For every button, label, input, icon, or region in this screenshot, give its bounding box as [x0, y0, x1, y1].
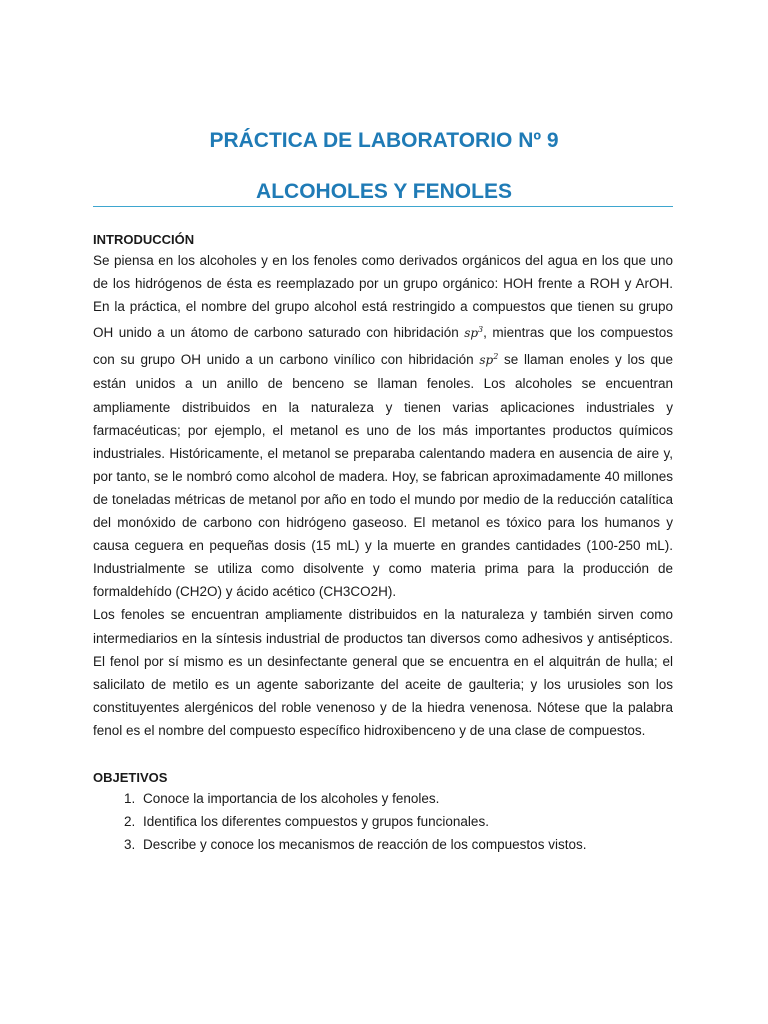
sp3-exponent: 3: [478, 325, 484, 335]
intro-paragraph-2: Los fenoles se encuentran ampliamente distribuidos en la naturaleza y también sirven como intermediarios en la síntesis industrial de productos tan diversos como adhesivos y antisépticos. El fenol por sí mismo es un desinfectante general que se encuentra en el alquitrán de hulla; el salicilato de metilo es un agente saborizante del aceite de gaulteria; y los urusioles son los constituyentes alergénicos del roble venenoso y de la hiedra venenosa. Nótese que la palabra fenol es el nombre del compuesto específico hidroxibenceno y de una clase de compuestos.: [93, 607, 673, 738]
intro-text-part1: Se piensa en los alcoholes y en los fenoles como derivados orgánicos del agua en los que uno de los hidrógenos de ésta es reemplazado por un grupo orgánico: HOH frente a ROH y ArOH. En la práctica, el nombre del grupo alcohol está restringido a compuestos que tienen su grupo OH unido a un átomo de carbono saturado con hibridación: [93, 253, 673, 341]
sp2-exponent: 2: [493, 352, 499, 362]
objective-item: 1. Conoce la importancia de los alcoholes y fenoles.: [139, 787, 673, 810]
objective-item: 3. Describe y conoce los mecanismos de reacción de los compuestos vistos.: [139, 833, 673, 856]
objective-item: 2. Identifica los diferentes compuestos y grupos funcionales.: [139, 810, 673, 833]
sp2-base: sp: [479, 353, 494, 368]
sp3-base: sp: [464, 326, 479, 341]
document-body: [93, 230, 673, 856]
intro-paragraph-1: [93, 249, 673, 603]
document-subtitle: ALCOHOLES Y FENOLES: [256, 180, 512, 203]
sp3-notation: [464, 326, 483, 340]
intro-heading: INTRODUCCIÓN: [93, 232, 195, 247]
intro-text-part3: se llaman enoles y los que están unidos a un anillo de benceno se llaman fenoles. Los alcoholes se encuentran ampliamente distribuidos en la naturaleza y tienen varias aplicaciones industriales y farmacéuticas; por ejemplo, el metanol es uno de los más importantes productos químicos industriales. Históricamente, el metanol se preparaba calentando madera en ausencia de aire y, por tanto, se le nombró como alcohol de madera. Hoy, se fabrican aproximadamente 40 millones de toneladas métricas de metanol por año en todo el mundo por medio de la reducción catalítica del monóxido de carbono con hidrógeno gaseoso. El metanol es tóxico para los humanos y causa ceguera en pequeñas dosis (15 mL) y la muerte en grandes cantidades (100-250 mL). Industrialmente se utiliza como disolvente y como materia prima para la producción de formaldehído (CH2O) y ácido acético (CH3CO2H).: [93, 352, 673, 600]
intro-text-part2: , mientras que los compuestos con su grupo OH unido a un carbono vinílico con hibridación: [93, 325, 673, 368]
title-divider: [93, 206, 673, 207]
sp2-notation: [479, 353, 498, 367]
objectives-list: [93, 787, 673, 856]
document-title: PRÁCTICA DE LABORATORIO Nº 9: [209, 129, 559, 152]
objectives-heading: OBJETIVOS: [93, 769, 168, 785]
